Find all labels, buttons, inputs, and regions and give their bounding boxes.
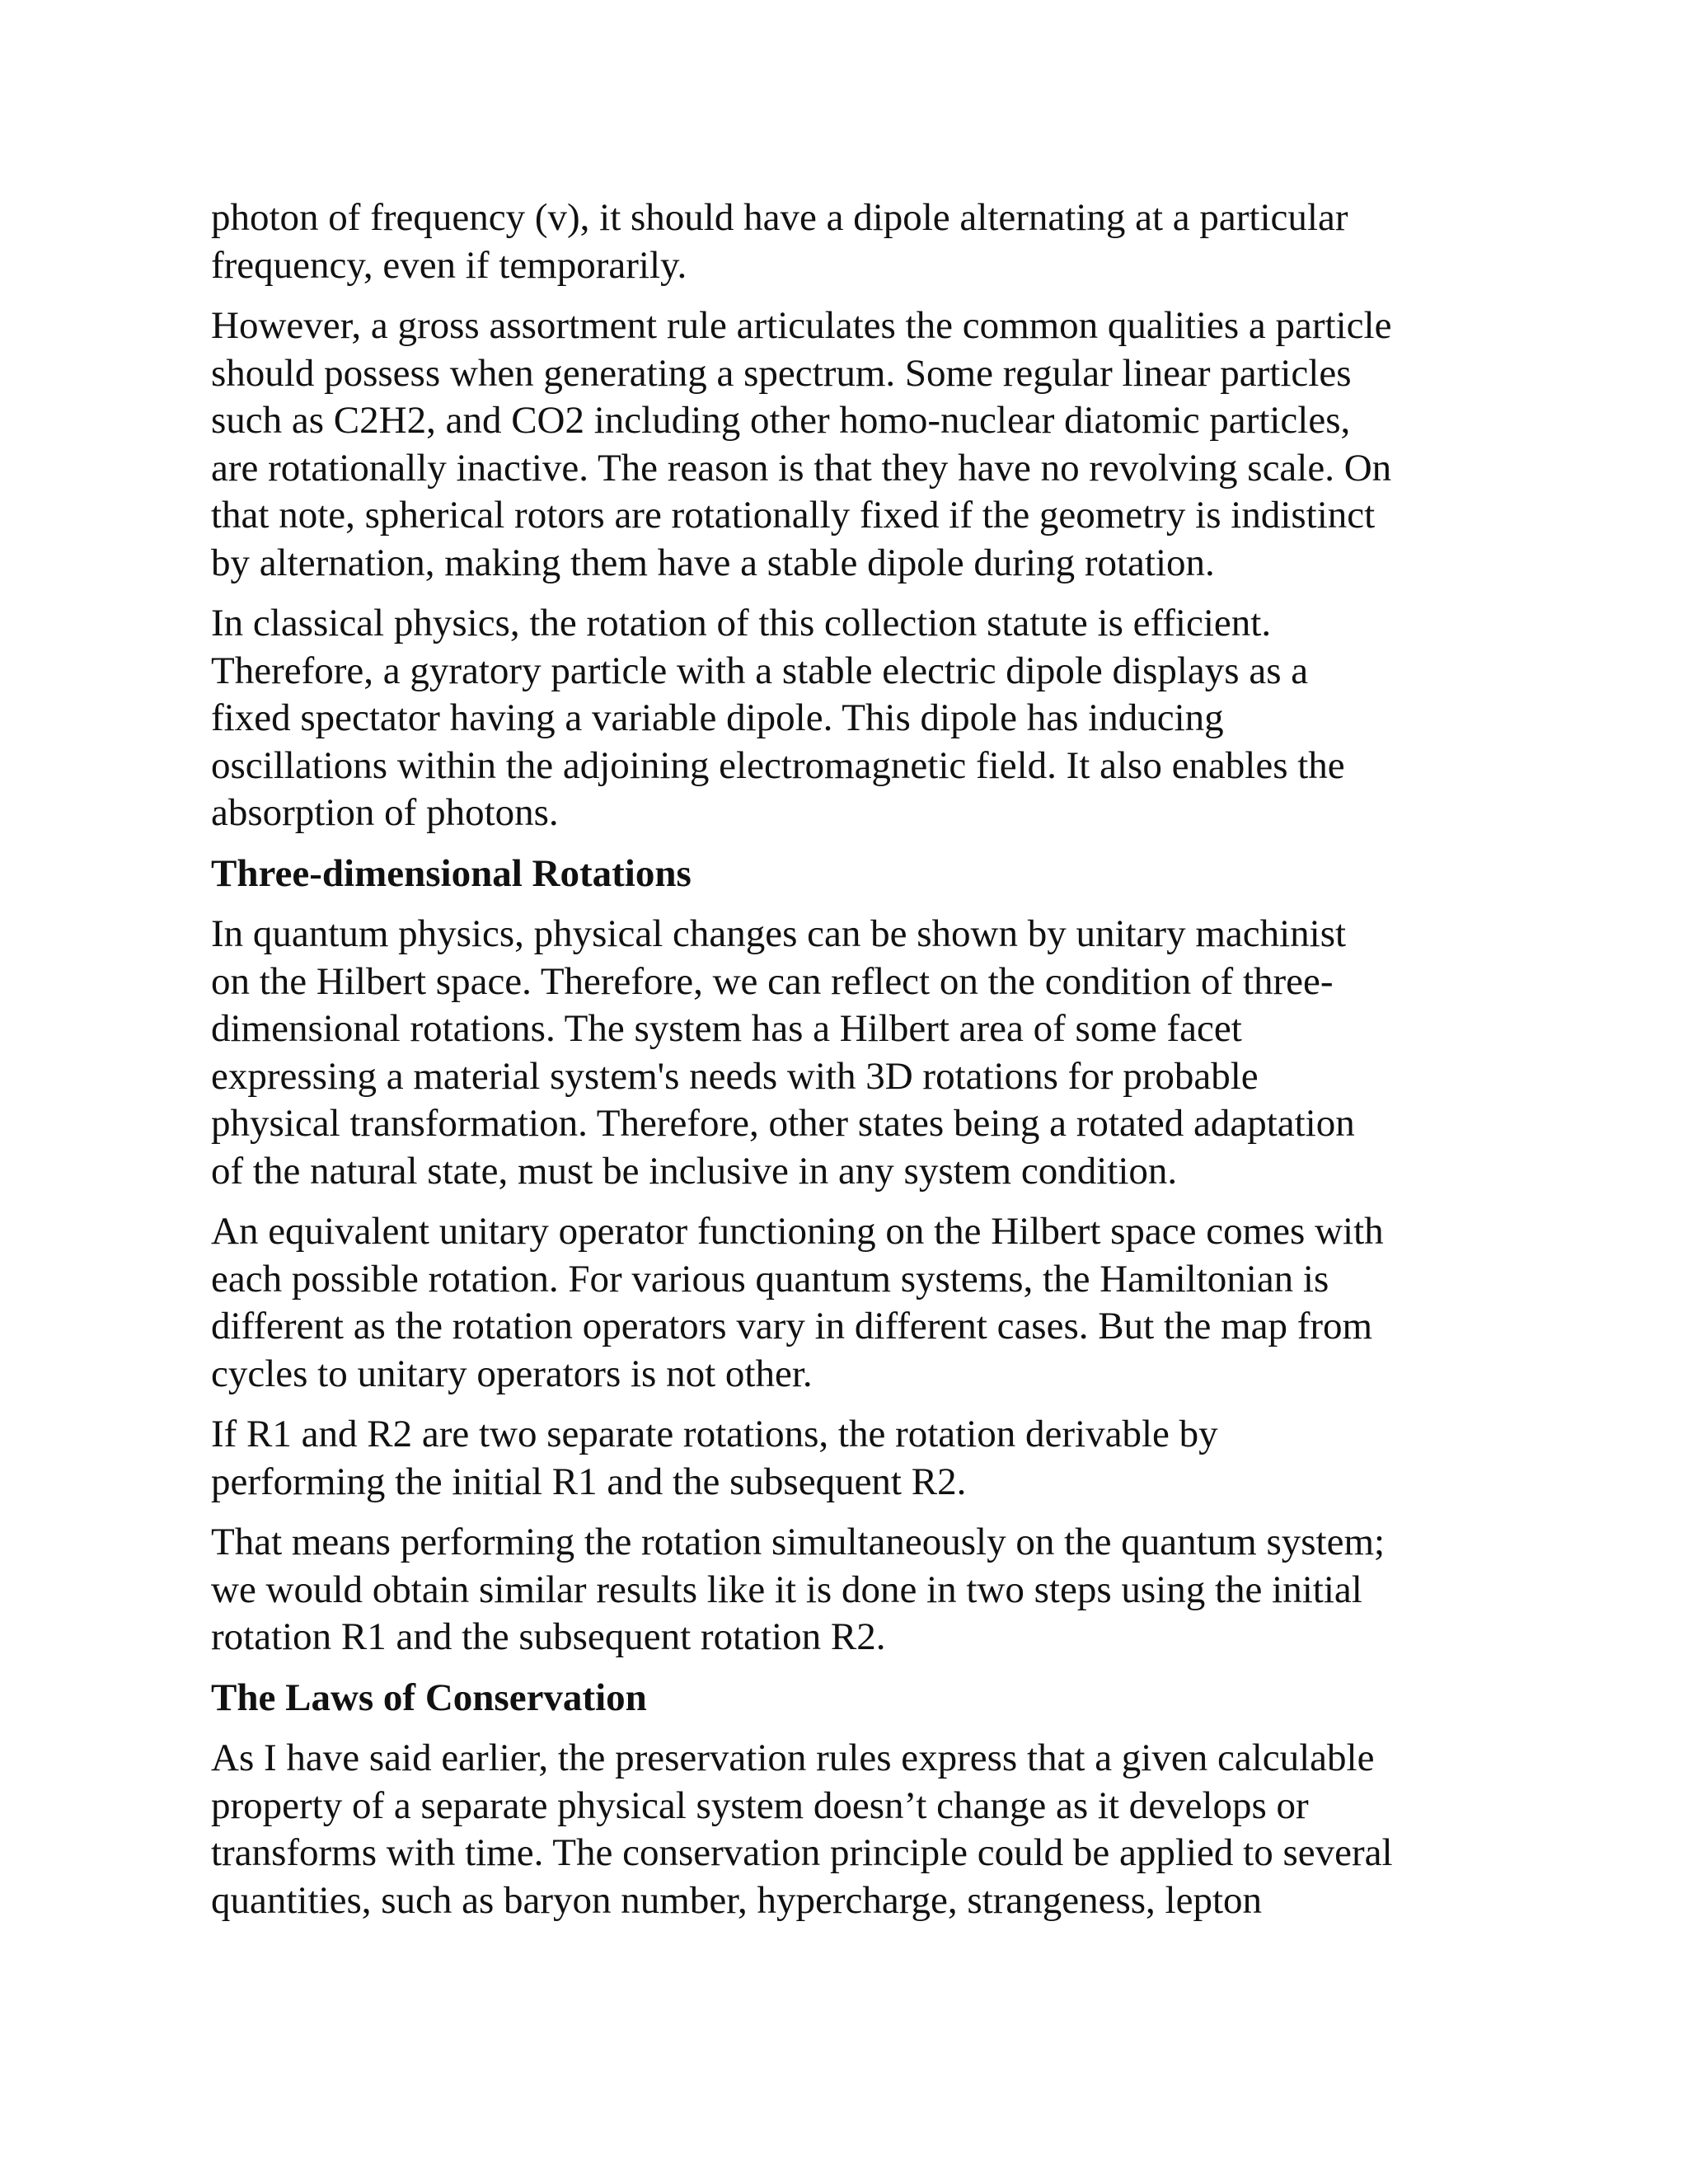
paragraph-preservation-rules: [211, 1735, 1497, 1924]
text-line: different as the rotation operators vary in different cases. But the map from: [211, 1305, 1373, 1347]
text-line: by alternation, making them have a stable dipole during rotation.: [211, 541, 1215, 584]
text-line: cycles to unitary operators is not other.: [211, 1352, 813, 1395]
text-line: quantities, such as baryon number, hypercharge, strangeness, lepton: [211, 1878, 1263, 1922]
paragraph-simultaneous-rotation: [211, 1519, 1497, 1661]
text-line: performing the initial R1 and the subsequent R2.: [211, 1460, 967, 1503]
paragraph-photon-dipole: [211, 194, 1497, 289]
text-line: property of a separate physical system doesn’t change as it develops or: [211, 1783, 1309, 1827]
text-line: However, a gross assortment rule articulates the common qualities a particle: [211, 304, 1392, 347]
text-line: expressing a material system's needs with 3D rotations for probable: [211, 1054, 1259, 1098]
heading-three-dimensional-rotations: [211, 851, 1497, 898]
text-line: each possible rotation. For various quantum systems, the Hamiltonian is: [211, 1257, 1329, 1301]
text-line: If R1 and R2 are two separate rotations, the rotation derivable by: [211, 1413, 1218, 1455]
paragraph-separate-rotations: [211, 1411, 1497, 1506]
text-line: should possess when generating a spectrum. Some regular linear particles: [211, 351, 1352, 395]
text-line: are rotationally inactive. The reason is that they have no revolving scale. On: [211, 446, 1392, 490]
text-line: such as C2H2, and CO2 including other homo-nuclear diatomic particles,: [211, 399, 1351, 442]
text-line: oscillations within the adjoining electromagnetic field. It also enables the: [211, 743, 1345, 787]
heading-laws-of-conservation: [211, 1675, 1497, 1722]
text-line: physical transformation. Therefore, other states being a rotated adaptation: [211, 1102, 1355, 1145]
text-line: Therefore, a gyratory particle with a stable electric dipole displays as a: [211, 649, 1309, 692]
text-line: absorption of photons.: [211, 791, 559, 834]
text-line: photon of frequency (v), it should have a dipole alternating at a particular: [211, 196, 1348, 239]
document-page: [211, 194, 1497, 1938]
paragraph-classical-physics: [211, 600, 1497, 837]
text-line: rotation R1 and the subsequent rotation R2.: [211, 1615, 886, 1658]
text-line: In quantum physics, physical changes can be shown by unitary machinist: [211, 912, 1347, 955]
text-line: transforms with time. The conservation principle could be applied to several: [211, 1831, 1393, 1874]
text-line: we would obtain similar results like it is done in two steps using the initial: [211, 1568, 1362, 1611]
text-line: That means performing the rotation simultaneously on the quantum system;: [211, 1521, 1386, 1563]
text-line: that note, spherical rotors are rotationally fixed if the geometry is indistinct: [211, 494, 1376, 537]
text-line: of the natural state, must be inclusive in any system condition.: [211, 1149, 1178, 1193]
text-line: on the Hilbert space. Therefore, we can reflect on the condition of three-: [211, 959, 1334, 1003]
paragraph-unitary-operator: [211, 1208, 1497, 1398]
text-line: In classical physics, the rotation of this collection statute is efficient.: [211, 602, 1272, 644]
heading-text: Three-dimensional Rotations: [211, 851, 692, 895]
text-line: An equivalent unitary operator functioning on the Hilbert space comes with: [211, 1210, 1384, 1253]
text-line: dimensional rotations. The system has a Hilbert area of some facet: [211, 1007, 1242, 1050]
text-line: fixed spectator having a variable dipole. This dipole has inducing: [211, 696, 1224, 739]
heading-text: The Laws of Conservation: [211, 1675, 647, 1719]
paragraph-quantum-physics: [211, 911, 1497, 1195]
paragraph-gross-selection-rule: [211, 302, 1497, 587]
text-line: frequency, even if temporarily.: [211, 243, 687, 287]
text-line: As I have said earlier, the preservation rules express that a given calculable: [211, 1736, 1375, 1779]
